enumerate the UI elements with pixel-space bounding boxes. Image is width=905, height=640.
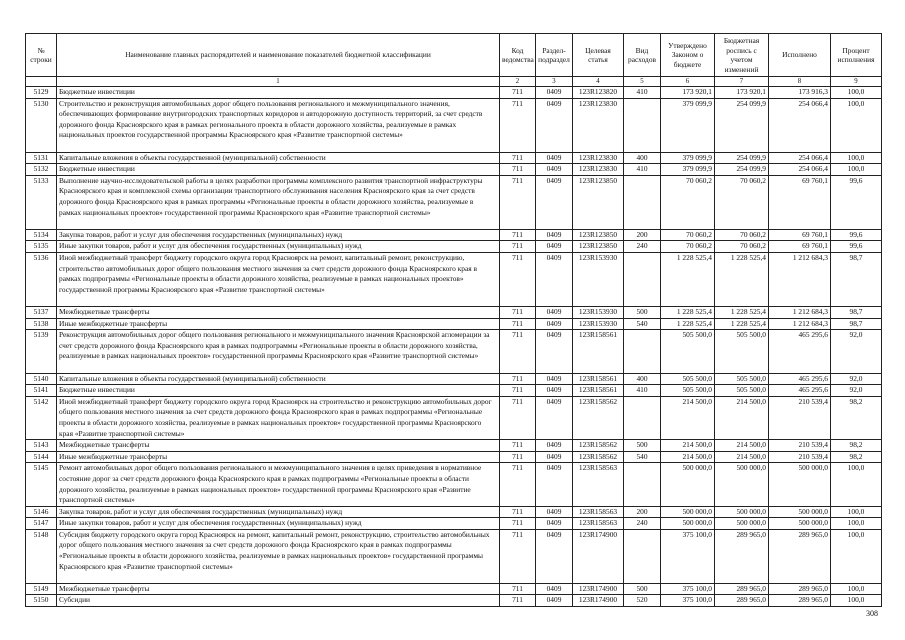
cell-section: 0409 [536,506,573,518]
cell-department-code: 711 [500,241,536,253]
cell-roster: 173 920,1 [715,87,769,99]
cell-name: Закупка товаров, работ и услуг для обеспечения государственных (муниципальных) нужд [57,229,500,241]
cell-name: Ремонт автомобильных дорог общего пользования регионального и межмуниципального значения в целях приведения в нормативное состояние дорог за счет средств дорожного фонда Красноярского края в рамках подпрограммы «Региональные проекты в области дорожного хозяйства, реализуемые в рамках национальных проектов» государственной программы Красноярского края «Развитие транспортной системы» [57,463,500,506]
header-executed: Исполнено [769,34,831,77]
cell-target-article: 123R153930 [573,252,624,306]
table-row [26,175,882,229]
cell-executed: 1 212 684,3 [769,318,831,330]
cell-approved: 500 000,0 [661,506,715,518]
cell-approved: 1 228 525,4 [661,252,715,306]
cell-approved: 214 500,0 [661,440,715,452]
cell-roster: 214 500,0 [715,440,769,452]
cell-expense-type: 410 [624,87,661,99]
cell-row-number: 5140 [26,373,57,385]
cell-expense-type: 540 [624,318,661,330]
cell-executed: 69 760,1 [769,241,831,253]
cell-approved: 375 100,0 [661,583,715,595]
cell-row-number: 5138 [26,318,57,330]
cell-row-number: 5135 [26,241,57,253]
table-row [26,529,882,583]
cell-roster: 505 500,0 [715,330,769,373]
cell-percent: 100,0 [831,87,882,99]
cell-approved: 379 099,9 [661,98,715,152]
cell-name: Иные межбюджетные трансферты [57,318,500,330]
cell-expense-type: 500 [624,440,661,452]
cell-row-number: 5143 [26,440,57,452]
table-row [26,463,882,506]
column-number: 5 [624,77,661,87]
cell-executed: 210 539,4 [769,451,831,463]
cell-executed: 289 965,0 [769,529,831,583]
cell-target-article: 123R123830 [573,152,624,164]
cell-department-code: 711 [500,229,536,241]
cell-executed: 173 916,3 [769,87,831,99]
table-row [26,164,882,176]
cell-executed: 465 295,6 [769,385,831,397]
column-number: 7 [715,77,769,87]
cell-department-code: 711 [500,451,536,463]
cell-name: Строительство и реконструкция автомобильных дорог общего пользования регионального и межмуниципального значения, обеспечивающих формирование внутригородских транспортных коридоров и автодорожную доступность территорий, за счет средств дорожного фонда Красноярского края в рамках регионального проекта в области дорожного хозяйства, реализуемые в рамках национальных проектов государственной программы Красноярского края «Развитие транспортной системы» [57,98,500,152]
column-number: 6 [661,77,715,87]
cell-expense-type [624,396,661,439]
cell-department-code: 711 [500,385,536,397]
cell-percent: 98,7 [831,252,882,306]
cell-expense-type: 200 [624,506,661,518]
cell-target-article: 123R123830 [573,98,624,152]
cell-department-code: 711 [500,463,536,506]
cell-row-number: 5146 [26,506,57,518]
cell-executed: 465 295,6 [769,330,831,373]
cell-executed: 500 000,0 [769,518,831,530]
cell-percent: 98,7 [831,318,882,330]
table-row [26,252,882,306]
cell-percent: 99,6 [831,175,882,229]
table-row [26,241,882,253]
cell-department-code: 711 [500,373,536,385]
cell-row-number: 5136 [26,252,57,306]
cell-expense-type: 500 [624,583,661,595]
cell-approved: 1 228 525,4 [661,306,715,318]
cell-percent: 100,0 [831,98,882,152]
cell-section: 0409 [536,330,573,373]
cell-target-article: 123R153930 [573,318,624,330]
cell-section: 0409 [536,518,573,530]
cell-roster: 254 099,9 [715,98,769,152]
cell-percent: 100,0 [831,595,882,607]
header-department-code: Код ведомства [500,34,536,77]
table-body [26,87,882,607]
cell-section: 0409 [536,164,573,176]
cell-percent: 100,0 [831,518,882,530]
cell-percent: 98,2 [831,396,882,439]
table-row [26,373,882,385]
cell-approved: 1 228 525,4 [661,318,715,330]
table-row [26,306,882,318]
cell-row-number: 5133 [26,175,57,229]
cell-approved: 70 060,2 [661,175,715,229]
cell-name: Межбюджетные трансферты [57,583,500,595]
cell-row-number: 5145 [26,463,57,506]
cell-department-code: 711 [500,595,536,607]
cell-target-article: 123R158562 [573,396,624,439]
table-row [26,330,882,373]
cell-executed: 1 212 684,3 [769,252,831,306]
table-row [26,98,882,152]
cell-department-code: 711 [500,98,536,152]
cell-approved: 70 060,2 [661,229,715,241]
cell-target-article: 123R158563 [573,518,624,530]
cell-name: Капитальные вложения в объекты государственной (муниципальной) собственности [57,152,500,164]
cell-roster: 1 228 525,4 [715,252,769,306]
cell-target-article: 123R174900 [573,583,624,595]
header-expense-type: Вид расходов [624,34,661,77]
table-row [26,229,882,241]
cell-expense-type: 500 [624,306,661,318]
cell-name: Реконструкция автомобильных дорог общего пользования регионального и межмуниципального значения Красноярской агломерации за счет средств дорожного фонда Красноярского края в рамках подпрограммы «Региональные проекты в области дорожного хозяйства, реализуемые в рамках национальных проектов» государственной программы Красноярского края «Развитие транспортной системы» [57,330,500,373]
cell-executed: 254 066,4 [769,152,831,164]
cell-department-code: 711 [500,152,536,164]
cell-percent: 99,6 [831,229,882,241]
column-number: 8 [769,77,831,87]
cell-name: Субсидия бюджету городского округа город Красноярск на ремонт, капитальный ремонт, реконструкцию, строительство автомобильных дорог общего пользования местного значения за счет средств дорожного фонда Красноярского края в рамках подпрограммы «Региональные проекты в области дорожного хозяйства, реализуемые в рамках национальных проектов» государственной программы Красноярского края «Развитие транспортной системы» [57,529,500,583]
cell-percent: 100,0 [831,152,882,164]
cell-approved: 214 500,0 [661,451,715,463]
table-row [26,318,882,330]
table-row [26,385,882,397]
cell-row-number: 5132 [26,164,57,176]
cell-approved: 375 100,0 [661,529,715,583]
cell-section: 0409 [536,229,573,241]
cell-row-number: 5144 [26,451,57,463]
cell-roster: 289 965,0 [715,595,769,607]
cell-roster: 70 060,2 [715,241,769,253]
header-percent: Процент исполнения [831,34,882,77]
cell-section: 0409 [536,98,573,152]
cell-row-number: 5139 [26,330,57,373]
cell-department-code: 711 [500,518,536,530]
cell-approved: 375 100,0 [661,595,715,607]
cell-section: 0409 [536,87,573,99]
cell-expense-type: 540 [624,451,661,463]
cell-section: 0409 [536,440,573,452]
cell-name: Субсидии [57,595,500,607]
cell-percent: 92,0 [831,373,882,385]
cell-row-number: 5129 [26,87,57,99]
cell-name: Капитальные вложения в объекты государственной (муниципальной) собственности [57,373,500,385]
cell-percent: 98,2 [831,451,882,463]
cell-target-article: 123R123820 [573,87,624,99]
cell-name: Межбюджетные трансферты [57,440,500,452]
cell-target-article: 123R158561 [573,373,624,385]
table-row [26,396,882,439]
cell-expense-type: 400 [624,373,661,385]
column-number: 9 [831,77,882,87]
cell-executed: 69 760,1 [769,175,831,229]
table-header [26,34,882,87]
header-target-article: Целевая статья [573,34,624,77]
cell-name: Межбюджетные трансферты [57,306,500,318]
cell-expense-type: 410 [624,385,661,397]
cell-section: 0409 [536,152,573,164]
cell-roster: 505 500,0 [715,385,769,397]
cell-roster: 214 500,0 [715,396,769,439]
column-number: 1 [57,77,500,87]
table-row [26,583,882,595]
cell-department-code: 711 [500,396,536,439]
cell-executed: 289 965,0 [769,583,831,595]
cell-executed: 210 539,4 [769,440,831,452]
cell-name: Выполнение научно-исследовательской работы в целях разработки программы комплексного развития транспортной инфраструктуры Красноярского края и комплексной схемы организации транспортного обслуживания населения Красноярского края за счет средств дорожного фонда Красноярского края в рамках программы «Региональные проекты в области дорожного хозяйства, реализуемые в рамках национальных проектов» государственной программы Красноярского края «Развитие транспортной системы» [57,175,500,229]
cell-expense-type: 240 [624,241,661,253]
cell-target-article: 123R158561 [573,385,624,397]
cell-roster: 70 060,2 [715,229,769,241]
cell-roster: 500 000,0 [715,518,769,530]
cell-executed: 254 066,4 [769,98,831,152]
budget-execution-table [25,33,882,607]
cell-approved: 505 500,0 [661,385,715,397]
cell-row-number: 5149 [26,583,57,595]
table-row [26,506,882,518]
cell-department-code: 711 [500,175,536,229]
cell-expense-type [624,463,661,506]
header-name: Наименование главных распорядителей и наименование показателей бюджетной классификации [57,34,500,77]
cell-name: Иные межбюджетные трансферты [57,451,500,463]
column-number: 2 [500,77,536,87]
cell-target-article: 123R158562 [573,451,624,463]
cell-executed: 465 295,6 [769,373,831,385]
cell-department-code: 711 [500,529,536,583]
cell-executed: 289 965,0 [769,595,831,607]
cell-name: Бюджетные инвестиции [57,385,500,397]
cell-target-article: 123R153930 [573,306,624,318]
column-number-row [26,77,882,87]
cell-section: 0409 [536,595,573,607]
cell-approved: 505 500,0 [661,373,715,385]
cell-department-code: 711 [500,164,536,176]
cell-percent: 92,0 [831,330,882,373]
column-number [26,77,57,87]
cell-expense-type [624,98,661,152]
cell-expense-type [624,252,661,306]
header-row-number: № строки [26,34,57,77]
header-approved: Утверждено Законом о бюджете [661,34,715,77]
table-row [26,440,882,452]
cell-executed: 1 212 684,3 [769,306,831,318]
cell-roster: 1 228 525,4 [715,318,769,330]
cell-percent: 98,7 [831,306,882,318]
cell-executed: 500 000,0 [769,463,831,506]
budget-table-sheet [25,33,881,607]
header-roster: Бюджетная роспись с учетом изменений [715,34,769,77]
cell-name: Бюджетные инвестиции [57,87,500,99]
cell-percent: 98,2 [831,440,882,452]
header-section: Раздел- подраздел [536,34,573,77]
table-row [26,152,882,164]
cell-row-number: 5141 [26,385,57,397]
table-row [26,87,882,99]
cell-name: Иной межбюджетный трансферт бюджету городского округа город Красноярск на ремонт, капитальный ремонт, реконструкцию, строительство автомобильных дорог общего пользования местного значения за счет средств дорожного фонда Красноярского края в рамках подпрограммы «Региональные проекты в области дорожного хозяйства, реализуемые в рамках национальных проектов» государственной программы Красноярского края «Развитие транспортной системы» [57,252,500,306]
page-number: 308 [866,609,878,618]
cell-section: 0409 [536,373,573,385]
table-row [26,451,882,463]
cell-department-code: 711 [500,252,536,306]
cell-expense-type: 200 [624,229,661,241]
cell-target-article: 123R174900 [573,595,624,607]
cell-approved: 173 920,1 [661,87,715,99]
cell-approved: 379 099,9 [661,164,715,176]
column-number: 3 [536,77,573,87]
cell-row-number: 5147 [26,518,57,530]
cell-section: 0409 [536,175,573,229]
cell-row-number: 5150 [26,595,57,607]
cell-roster: 1 228 525,4 [715,306,769,318]
cell-executed: 69 760,1 [769,229,831,241]
cell-approved: 214 500,0 [661,396,715,439]
cell-target-article: 123R123850 [573,229,624,241]
cell-executed: 210 539,4 [769,396,831,439]
cell-percent: 100,0 [831,583,882,595]
cell-executed: 500 000,0 [769,506,831,518]
cell-roster: 254 099,9 [715,152,769,164]
cell-percent: 100,0 [831,506,882,518]
cell-section: 0409 [536,463,573,506]
cell-department-code: 711 [500,318,536,330]
cell-percent: 100,0 [831,164,882,176]
cell-percent: 100,0 [831,463,882,506]
table-row [26,518,882,530]
cell-roster: 500 000,0 [715,506,769,518]
cell-approved: 379 099,9 [661,152,715,164]
table-row [26,595,882,607]
cell-roster: 500 000,0 [715,463,769,506]
cell-roster: 254 099,9 [715,164,769,176]
cell-roster: 289 965,0 [715,583,769,595]
cell-approved: 500 000,0 [661,463,715,506]
cell-section: 0409 [536,396,573,439]
cell-row-number: 5142 [26,396,57,439]
cell-expense-type [624,330,661,373]
cell-expense-type: 410 [624,164,661,176]
cell-target-article: 123R158562 [573,440,624,452]
cell-name: Иные закупки товаров, работ и услуг для обеспечения государственных (муниципальных) нужд [57,241,500,253]
cell-row-number: 5137 [26,306,57,318]
cell-approved: 500 000,0 [661,518,715,530]
cell-executed: 254 066,4 [769,164,831,176]
cell-target-article: 123R174900 [573,529,624,583]
cell-section: 0409 [536,318,573,330]
cell-row-number: 5131 [26,152,57,164]
cell-percent: 92,0 [831,385,882,397]
column-number: 4 [573,77,624,87]
cell-target-article: 123R158563 [573,506,624,518]
cell-expense-type [624,529,661,583]
cell-department-code: 711 [500,87,536,99]
cell-expense-type [624,175,661,229]
cell-expense-type: 400 [624,152,661,164]
cell-percent: 100,0 [831,529,882,583]
cell-target-article: 123R158561 [573,330,624,373]
cell-target-article: 123R123830 [573,164,624,176]
cell-expense-type: 240 [624,518,661,530]
cell-row-number: 5148 [26,529,57,583]
cell-department-code: 711 [500,506,536,518]
cell-row-number: 5134 [26,229,57,241]
cell-section: 0409 [536,529,573,583]
cell-roster: 505 500,0 [715,373,769,385]
cell-section: 0409 [536,241,573,253]
cell-expense-type: 520 [624,595,661,607]
cell-section: 0409 [536,385,573,397]
cell-section: 0409 [536,583,573,595]
cell-department-code: 711 [500,330,536,373]
cell-section: 0409 [536,451,573,463]
cell-name: Иной межбюджетный трансферт бюджету городского округа город Красноярск на строительство и реконструкцию автомобильных дорог общего пользования местного значения за счет средств дорожного фонда Красноярского края в рамках подпрограммы «Региональные проекты в области дорожного хозяйства, реализуемые в рамках национальных проектов» государственной программы Красноярского края «Развитие транспортной системы» [57,396,500,439]
cell-name: Закупка товаров, работ и услуг для обеспечения государственных (муниципальных) нужд [57,506,500,518]
cell-department-code: 711 [500,440,536,452]
cell-section: 0409 [536,306,573,318]
cell-department-code: 711 [500,583,536,595]
cell-approved: 505 500,0 [661,330,715,373]
cell-target-article: 123R123850 [573,175,624,229]
cell-roster: 289 965,0 [715,529,769,583]
cell-roster: 70 060,2 [715,175,769,229]
cell-target-article: 123R123850 [573,241,624,253]
cell-percent: 99,6 [831,241,882,253]
cell-name: Иные закупки товаров, работ и услуг для обеспечения государственных (муниципальных) нужд [57,518,500,530]
cell-target-article: 123R158563 [573,463,624,506]
cell-approved: 70 060,2 [661,241,715,253]
cell-section: 0409 [536,252,573,306]
cell-roster: 214 500,0 [715,451,769,463]
cell-row-number: 5130 [26,98,57,152]
cell-department-code: 711 [500,306,536,318]
cell-name: Бюджетные инвестиции [57,164,500,176]
